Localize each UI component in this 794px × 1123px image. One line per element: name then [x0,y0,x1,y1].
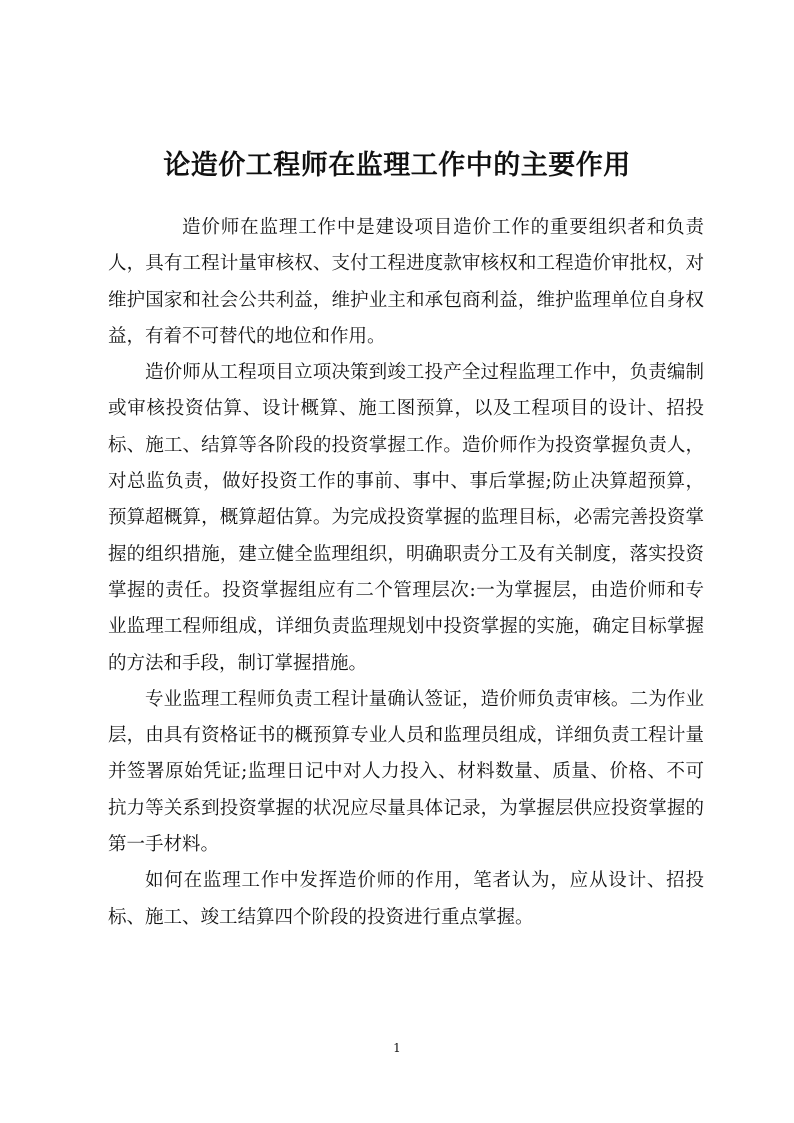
page-title: 论造价工程师在监理工作中的主要作用 [163,150,631,181]
paragraph-conclusion: 如何在监理工作中发挥造价师的作用，笔者认为，应从设计、招投标、施工、竣工结算四个阶段的投资进行重点掌握。 [108,870,704,928]
paragraph-responsibilities: 造价师从工程项目立项决策到竣工投产全过程监理工作中，负责编制或审核投资估算、设计概算、施工图预算，以及工程项目的设计、招投标、施工、结算等各阶段的投资掌握工作。造价师作为投资掌握负责人，对总监负责，做好投资工作的事前、事中、事后掌握;防止决算超预算，预算超概算，概算超估算。为完成投资掌握的监理目标，必需完善投资掌握的组织措施，建立健全监理组织，明确职责分工及有关制度，落实投资掌握的责任。投资掌握组应有二个管理层次:一为掌握层，由造价师和专业监理工程师组成，详细负责监理规划中投资掌握的实施，确定目标掌握的方法和手段，制订掌握措施。 [108,362,704,674]
paragraph-intro: 造价师在监理工作中是建设项目造价工作的重要组织者和负责人，具有工程计量审核权、支付工程进度款审核权和工程造价审批权，对维护国家和社会公共利益，维护业主和承包商利益，维护监理单位自身权益，有着不可替代的地位和作用。 [108,217,704,347]
document-body [108,210,704,936]
page-number: 1 [393,1041,401,1055]
paragraph-work-layer: 专业监理工程师负责工程计量确认签证，造价师负责审核。二为作业层，由具有资格证书的概预算专业人员和监理员组成，详细负责工程计量并签署原始凭证;监理日记中对人力投入、材料数量、质量、价格、不可抗力等关系到投资掌握的状况应尽量具体记录，为掌握层供应投资掌握的第一手材料。 [108,688,704,856]
